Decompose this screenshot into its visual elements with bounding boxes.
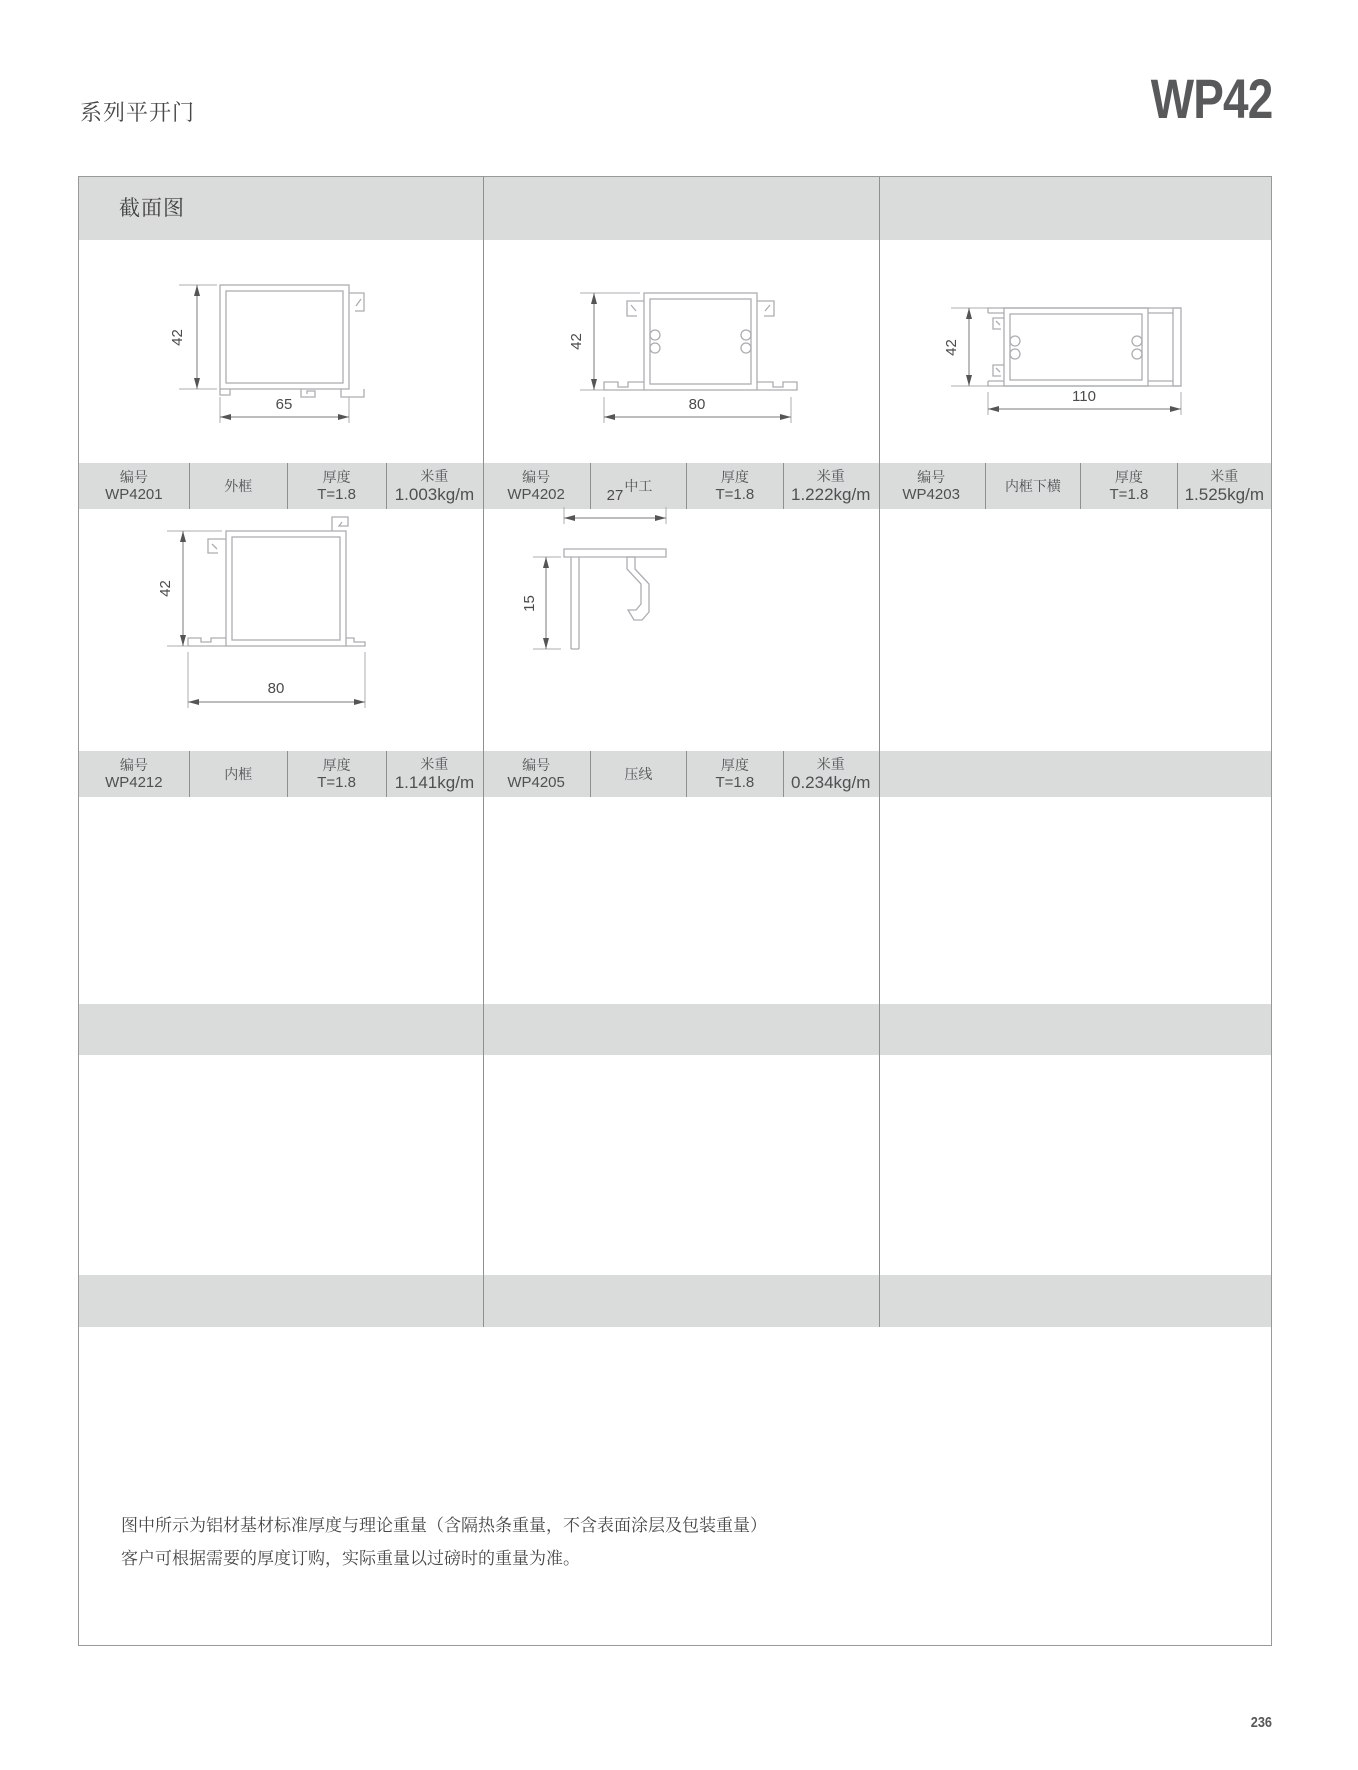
code-label: 编号 [917, 469, 946, 485]
wp4201-width-dim: 65 [275, 396, 293, 413]
name-value: 压线 [624, 766, 653, 782]
code-label: 编号 [119, 469, 148, 485]
cell-code [79, 751, 189, 797]
code-label: 编号 [522, 757, 551, 773]
column-divider-1 [483, 177, 484, 1327]
data-wp4205 [482, 751, 877, 797]
code-label: 编号 [522, 469, 551, 485]
drawing-wp4212 [141, 496, 401, 721]
wp4212-width-dim: 80 [267, 680, 285, 697]
cell-thickness [686, 751, 783, 797]
wp4203-height-dim: 42 [942, 339, 960, 356]
wp4202-height-dim: 42 [567, 333, 585, 350]
weight-value: 1.525kg/m [1184, 485, 1264, 504]
thickness-value: T=1.8 [715, 774, 755, 791]
wp4203-width-dim: 110 [1072, 388, 1096, 405]
cell-code [482, 751, 590, 797]
cell-thickness [287, 751, 386, 797]
code-value: WP4203 [902, 486, 960, 503]
weight-value: 1.141kg/m [394, 773, 475, 792]
cell-name [985, 463, 1081, 509]
name-value: 中工 [624, 478, 653, 494]
data-row-2 [79, 751, 1271, 797]
thickness-label: 厚度 [720, 757, 749, 773]
weight-label: 米重 [420, 468, 449, 484]
empty-row-band-2 [79, 1275, 1271, 1327]
series-code-title: WP42 [1150, 67, 1272, 130]
thickness-label: 厚度 [322, 469, 351, 485]
wp4201-height-dim: 42 [168, 329, 186, 346]
series-label: 系列平开门 [80, 100, 196, 125]
wp4212-height-dim: 42 [156, 580, 174, 597]
code-value: WP4202 [507, 486, 565, 503]
name-value: 内框下横 [1004, 478, 1061, 494]
cell-weight [1177, 463, 1271, 509]
data-wp4212 [79, 751, 482, 797]
column-divider-2 [879, 177, 880, 1327]
section-header-label: 截面图 [119, 197, 185, 220]
cell-name [189, 751, 287, 797]
profile-spec-table [78, 176, 1272, 1646]
name-value: 外框 [224, 478, 253, 494]
cell-thickness [1080, 463, 1176, 509]
thickness-value: T=1.8 [715, 486, 755, 503]
weight-label: 米重 [420, 756, 449, 772]
empty-row-band-1 [79, 1004, 1271, 1055]
thickness-value: T=1.8 [1109, 486, 1149, 503]
code-value: WP4201 [105, 486, 163, 503]
cell-name [590, 751, 686, 797]
drawing-wp4205 [491, 481, 721, 716]
thickness-value: T=1.8 [317, 486, 356, 503]
footnote [79, 1327, 1271, 1647]
cell-weight [783, 751, 878, 797]
drawing-wp4201 [141, 241, 391, 426]
drawing-wp4203 [901, 261, 1211, 421]
footnote-line-2: 客户可根据需要的厚度订购，实际重量以过磅时的重量为准。 [121, 1549, 580, 1568]
data-empty-cell [878, 751, 1271, 797]
weight-value: 1.003kg/m [394, 485, 475, 504]
weight-label: 米重 [1210, 468, 1239, 484]
name-value: 内框 [224, 766, 253, 782]
weight-value: 1.222kg/m [791, 485, 871, 504]
cell-code [878, 463, 985, 509]
weight-label: 米重 [816, 468, 845, 484]
code-value: WP4205 [507, 774, 565, 791]
wp4205-width-dim: 27 [606, 487, 624, 504]
thickness-value: T=1.8 [317, 774, 356, 791]
wp4205-height-dim: 15 [520, 595, 538, 612]
page-number: 236 [1250, 1714, 1272, 1731]
code-value: WP4212 [105, 774, 163, 791]
code-label: 编号 [119, 757, 148, 773]
thickness-label: 厚度 [322, 757, 351, 773]
weight-value: 0.234kg/m [791, 773, 871, 792]
thickness-label: 厚度 [720, 469, 749, 485]
wp4202-width-dim: 80 [688, 396, 706, 413]
drawing-wp4202 [556, 251, 806, 426]
cell-weight [783, 463, 878, 509]
data-wp4203 [878, 463, 1271, 509]
footnote-line-1: 图中所示为铝材基材标准厚度与理论重量（含隔热条重量，不含表面涂层及包装重量） [121, 1516, 767, 1535]
cell-weight [386, 751, 483, 797]
weight-label: 米重 [816, 756, 845, 772]
section-header-band [79, 177, 1271, 240]
thickness-label: 厚度 [1114, 469, 1143, 485]
